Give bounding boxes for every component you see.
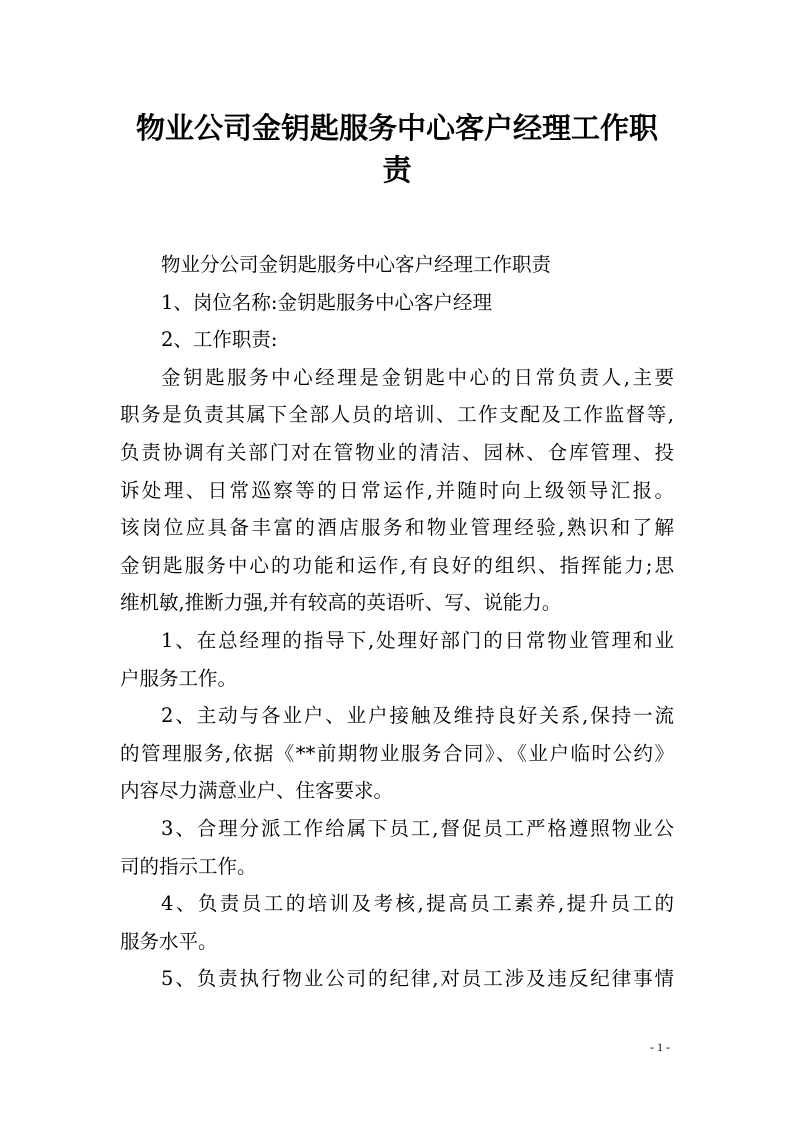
body-line: 司的指示工作。 [120, 854, 257, 878]
document-title-line-1: 物业公司金钥匙服务中心客户经理工作职 [135, 111, 658, 145]
body-line: 3、合理分派工作给属下员工,督促员工严格遵照物业公 [161, 816, 674, 840]
body-line: 5、负责执行物业公司的纪律,对员工涉及违反纪律事情 [161, 967, 674, 991]
body-line: 内容尽力满意业户、住客要求。 [120, 779, 394, 803]
document-body [120, 246, 674, 998]
body-line: 1、岗位名称:金钥匙服务中心客户经理 [161, 290, 492, 314]
body-line: 金钥匙服务中心经理是金钥匙中心的日常负责人,主要 [161, 365, 674, 389]
body-line: 诉处理、日常巡察等的日常运作,并随时向上级领导汇报。 [120, 478, 674, 502]
body-line: 1、在总经理的指导下,处理好部门的日常物业管理和业 [161, 628, 674, 652]
body-line: 职务是负责其属下全部人员的培训、工作支配及工作监督等, [120, 403, 674, 427]
body-line: 2、主动与各业户、业户接触及维持良好关系,保持一流 [161, 704, 674, 728]
body-line: 金钥匙服务中心的功能和运作,有良好的组织、指挥能力;思 [120, 553, 674, 577]
body-line: 户服务工作。 [120, 666, 238, 690]
body-line: 负责协调有关部门对在管物业的清洁、园林、仓库管理、投 [120, 440, 674, 464]
body-line: 的管理服务,依据《**前期物业服务合同》、《业户临时公约》 [120, 741, 674, 765]
page-number: - 1 - [650, 1040, 670, 1054]
document-title-line-2: 责 [382, 153, 412, 187]
body-line: 服务水平。 [120, 929, 218, 953]
body-line: 该岗位应具备丰富的酒店服务和物业管理经验,熟识和了解 [120, 516, 674, 540]
body-line: 物业分公司金钥匙服务中心客户经理工作职责 [161, 253, 552, 276]
body-line: 2、工作职责: [161, 328, 278, 352]
body-line: 维机敏,推断力强,并有较高的英语听、写、说能力。 [120, 591, 562, 615]
body-line: 4、负责员工的培训及考核,提高员工素养,提升员工的 [161, 892, 674, 916]
